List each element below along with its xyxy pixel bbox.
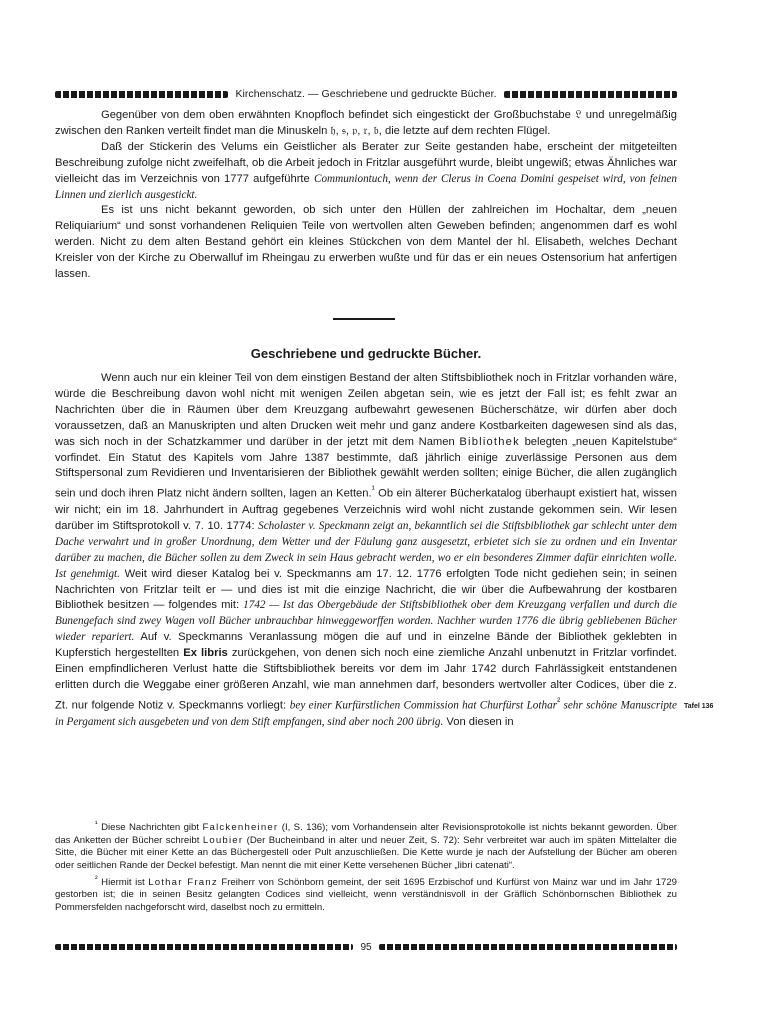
quotation: sehr schöne Manuscripte in Pergament sich ausgebeten und von dem Stift empfangen, sind aber noch 200 übrig. bbox=[55, 699, 678, 728]
term-ex-libris: Ex libris bbox=[183, 647, 228, 660]
footnote-ref: ² bbox=[557, 695, 561, 706]
author-name: Falckenheiner bbox=[202, 822, 279, 834]
ornament-rule-left bbox=[55, 944, 353, 950]
plate-reference: Tafel 136 bbox=[684, 703, 714, 710]
page-number: 95 bbox=[360, 941, 372, 953]
paragraph: Wenn auch nur ein kleiner Teil von dem einstigen Bestand der alten Stiftsbibliothek noch in Fritzlar vorhanden wäre, würde die Beschreibung davon wohl nicht mit wenigen Zeilen abgetan sein, wie es jetzt der Fall ist; es fehlt zwar an Nachrichten über die in Räumen über dem Kreuzgang aufbewahrt gewesenen Bücherschätze, wir dürfen aber doch voraussetzen, daß an Manuskripten und alten Drucken weit mehr und ganz andere Kostbarkeiten dagewesen sind als das, was sich noch in der Schatzkammer und darüber in der jetzt mit dem Namen Bibliothek belegten „neuen Kapitelstube“ vorfindet. Ein Statut des Kapitels vom Jahre 1387 bestimmte, daß jährlich einige zuverlässige Personen aus dem Stiftspersonal zum Revidieren und Inventarisieren der Bibliothek gewählt werden sollten; einige Bücher, die allen zugänglich sein und doch ihren Platz nicht ändern sollten, lagen an Ketten.$^{^1}$ Ob ein älterer Bücherkatalog überhaupt existiert hat, wissen wir nicht; ein im 18. Jahrhundert in Auftrag gegebenes Verzeichnis wird wohl nicht zustande gekommen sein. Wir lesen darüber im Stiftsprotokoll v. 7. 10. 1774: Scholaster v. Speckmann zeigt an, bekanntlich sei die Stiftsbibliothek gar schlecht unter dem Dache verwahrt und in großer Unordnung, dem Wetter und der Fäulung ganz ausgesetzt, erbietet sich sie zu ordnen und ein Inventar darüber zu machen, die Bücher sollen zu dem Zweck in sein Haus gebracht werden, wo er ein besonderes Zimmer dafür einrichten wolle. Ist genehmigt. Weit wird dieser Katalog bei v. Speckmanns am 17. 12. 1776 erfolgten Tode nicht gediehen sein; in seinen Nachrichten von Fritzlar teilt er — und dies ist mit die einzige Nachricht, die wir über die Aufbewahrung der kostbaren Bibliothek besitzen — folgendes mit: 1742 — Ist das Obergebäude der Stiftsbibliothek ober dem Kreuzgang verfallen und durch die Bunengefach sind zwey Wagen voll Bücher unbrauchbar hinweggeworffen worden. Nachher wurden 1776 die übrig gebliebenen Bücher wieder repariert. Auf v. Speckmanns Veranlassung mögen die auf und in einzelne Bände der Bibliothek geklebten in Kupferstich hergestellten Ex libris zurückgehen, von denen sich noch eine ziemliche Anzahl unbenutzt in Fritzlar vorfindet. Einen empfindlicheren Verlust hatte die Stiftsbibliothek bereits vor dem im Jahr 1742 durch Fahrlässigkeit entstandenen erlitten durch die Weggabe einer größeren Anzahl, wie man annehmen darf, besonders wertvoller alter Codices, über die z. Zt. nur folgende Notiz v. Speckmanns vorliegt: bey einer Kurfürstlichen Commission hat Churfürst Lothar$^{^2}$ sehr schöne Manuscripte in Pergament sich ausgebeten und von dem Stift empfangen, sind aber noch 200 übrig. Von diesen in bbox=[55, 372, 678, 728]
quotation: Scholaster v. Speckmann zeigt an, bekanntlich sei die Stiftsbibliothek gar schlecht unter dem Dache verwahrt und in großer Unordnung, dem Wetter und der Fäulung ganz ausgesetzt, erbietet sich sie zu ordnen und ein Inventar darüber zu machen, die Bücher sollen zu dem Zweck in sein Haus gebracht werden, wo er ein besonderes Zimmer dafür einrichten wolle. Ist genehmigt. bbox=[55, 519, 677, 580]
quotation: bey einer Kurfürstlichen Commission hat Churfürst Lothar bbox=[289, 699, 558, 712]
running-foot bbox=[55, 940, 677, 954]
quotation: Communiontuch, wenn der Clerus in Coena Domini gespeiset wird, von feinen Linnen und zierlich ausgestickt. bbox=[55, 172, 677, 201]
initial-letter: 𝔏 bbox=[575, 109, 582, 121]
paragraph: Es ist uns nicht bekannt geworden, ob sich unter den Hüllen der zahlreichen im Hochaltar, dem „neuen Reliquiarium“ und sonst vorhandenen Reliquien Teile von wertvollen alten Geweben befinden; angenommen darf es wohl werden. Nicht zu dem alten Bestand gehört ein kleines Stückchen von dem Mantel der hl. Elisabeth, welches Dechant Kreisler von der Kirche zu Oberwalluf im Rheingau zu erwerben wußte und für das er ein neues Ostensorium hat anfertigen lassen. bbox=[55, 204, 677, 281]
section-text bbox=[55, 371, 677, 730]
intro-text bbox=[55, 108, 677, 283]
footnote-ref: ¹ bbox=[371, 484, 375, 495]
running-head bbox=[55, 86, 677, 102]
paragraph: Daß der Stickerin des Velums ein Geistlicher als Berater zur Seite gestanden habe, erscheint der mitgeteilten Beschreibung zufolge nicht zweifelhaft, ob die Arbeit jedoch in Fritzlar ausgeführt wurde, bleibt ungewiß; etwas Ähnliches war vielleicht das im Verzeichnis von 1777 aufgeführte Communiontuch, wenn der Clerus in Coena Domini gespeiset wird, von feinen Linnen und zierlich ausgestickt. bbox=[55, 140, 677, 201]
footnotes bbox=[55, 818, 677, 915]
running-head-title: Kirchenschatz. — Geschriebene und gedruckte Bücher. bbox=[235, 88, 497, 100]
footnote-2: $^{^2}$ Hiermit ist Lothar Franz Freiherr von Schönborn gemeint, der seit 1695 Erzbischof und Kurfürst von Mainz war und im Jahr 1729 gestorben ist; die in seinen Besitz gelangten Codices sind vielleicht, wenn verständnisvoll in der Gräflich Schönbornschen Bibliothek zu Pommersfelden nachgeforscht wird, daselbst noch zu ermitteln. bbox=[55, 873, 677, 913]
ornament-rule-right bbox=[379, 944, 677, 950]
book-page bbox=[55, 86, 677, 956]
spaced-term: Bibliothek bbox=[459, 435, 520, 448]
footnote-1: $^{^1}$ Diese Nachrichten gibt Falckenheiner (I, S. 136); vom Vorhandensein alter Revisionsprotokolle ist nichts bekannt geworden. Über das Anketten der Bücher schreibt Loubier (Der Bucheinband in alter und neuer Zeit, S. 72): Sehr verbreitet war auch im späten Mittelalter die Sitte, die Bücher mit einer Kette an das Büchergestell oder Pult anzuschließen. Die Kette wurde je nach der Aufstellung der Bücher am oberen oder seitlichen Rande der Deckel befestigt. Man nennt die mit einer Kette versehenen Bücher „libri catenati“. bbox=[55, 819, 677, 871]
paragraph: Gegenüber von dem oben erwähnten Knopfloch befindet sich eingestickt der Großbuchstabe 𝔏 und unregelmäßig zwischen den Ranken verteilt findet man die Minuskeln 𝔥, 𝔰, 𝔭, 𝔯, 𝔟, die letzte auf dem rechten Flügel. bbox=[55, 109, 677, 137]
quotation: 1742 — Ist das Obergebäude der Stiftsbibliothek ober dem Kreuzgang verfallen und durch die Bunengefach sind zwey Wagen voll Bücher unbrauchbar hinweggeworffen worden. Nachher wurden 1776 die übrig gebliebenen Bücher wieder repariert. bbox=[55, 599, 677, 644]
person-name: Lothar Franz bbox=[148, 876, 218, 888]
author-name: Loubier bbox=[202, 834, 244, 846]
ornament-rule-right bbox=[504, 91, 677, 98]
ornament-rule-left bbox=[55, 91, 228, 98]
section-heading: Geschriebene und gedruckte Bücher. bbox=[250, 346, 482, 361]
section-divider bbox=[333, 318, 395, 320]
